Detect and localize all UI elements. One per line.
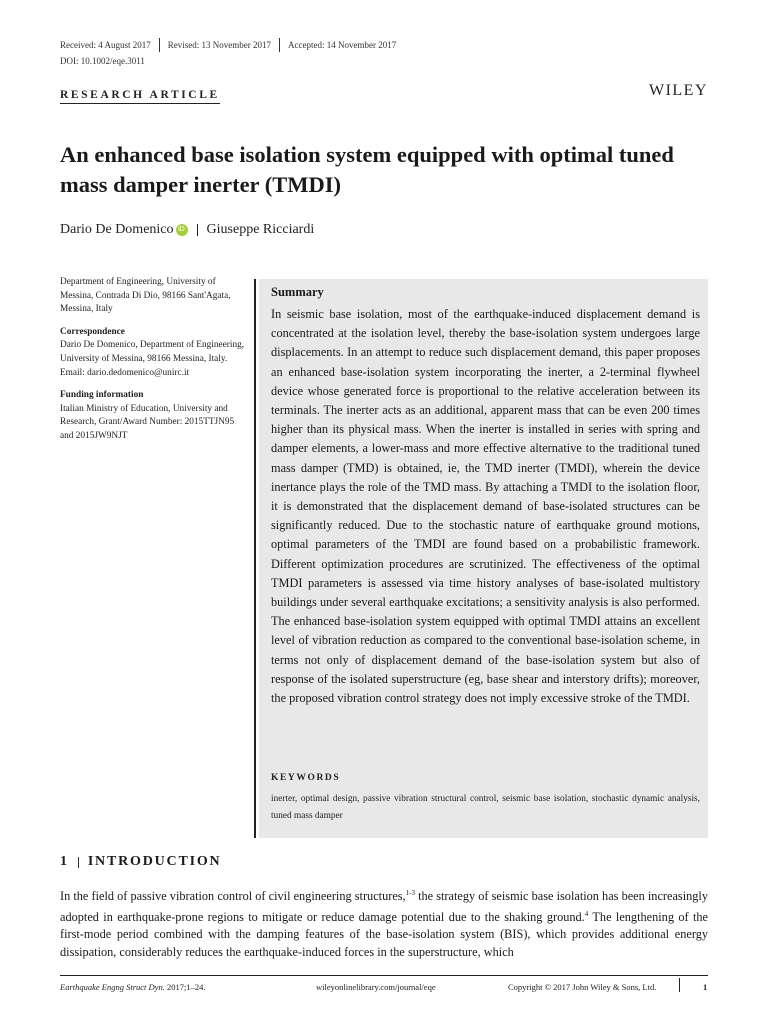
keywords-heading: KEYWORDS <box>271 773 341 783</box>
correspondence-text: Dario De Domenico, Department of Engineering, University of Messina, 98166 Messina, Italy. <box>60 340 245 364</box>
article-type: RESEARCH ARTICLE <box>60 89 220 104</box>
date-separator <box>279 38 280 52</box>
publisher-logo: WILEY <box>648 82 708 99</box>
orcid-icon[interactable]: iD <box>176 224 188 236</box>
intro-text: The lengthening of the first-mode period combined with the damping features of the base-isolation system (BIS), which provides additional energy dissipation, considerably reduces the earthquake-induced forces in the superstructure, which <box>60 909 709 959</box>
citation-ref[interactable]: 1-3 <box>405 889 415 897</box>
summary-text: In seismic base isolation, most of the earthquake-induced displacement demand is concentrated at the isolation level, thereby the base-isolation system undergoes large displacements. In an attempt to reduce such displacement demand, this paper proposes an enhanced base-isolation system incorporating the inerter, a 2-terminal flywheel device whose generated force is proportional to the relative acceleration between its terminals. The inerter acts as an additional, apparent mass that can be even 200 times higher than its physical mass. When the inerter is installed in series with spring and damper elements, a lower-mass and more effective alternative to the traditional tuned mass damper (TMD) is obtained, ie, the TMD inerter (TMDI), wherein the device inertance plays the role of the TMD mass. By attaching a TMDI to the isolation floor, it is demonstrated that the displacement demand of base-isolated structures can be significantly reduced. Due to the stochastic nature of earthquake ground motions, optimal parameters of the TMDI are found based on a probabilistic framework. Different optimization procedures are scrutinized. The effectiveness of the optimal TMDI parameters is assessed via time history analyses of base-isolated multistory buildings under several earthquake excitations; a sensitivity analysis is also performed. The enhanced base-isolation system equipped with optimal TMDI attains an excellent level of vibration reduction as compared to the conventional base-isolation scheme, in terms not only of displacement demand of the base-isolation system but also of response of the isolated superstructure (eg, base shear and interstory drifts); moreover, the proposed vibration control strategy does not imply excessive stroke of the TMDI. <box>271 307 700 706</box>
affiliation: Department of Engineering, University of Messina, Contrada Di Dio, 98166 Sant'Agata, Messina, Italy <box>60 277 231 315</box>
doi: DOI: 10.1002/eqe.3011 <box>60 56 145 66</box>
intro-paragraph <box>60 885 708 962</box>
author-name[interactable]: Dario De Domenico <box>60 222 174 237</box>
journal-volume: 2017;1–24. <box>164 982 206 992</box>
footer-journal <box>60 982 205 992</box>
funding-text: Italian Ministry of Education, University and Research, Grant/Award Number: 2015TTJN95 and 2015JW9NJT <box>60 403 235 441</box>
footer-rule <box>60 975 708 976</box>
author-separator <box>197 224 198 236</box>
column-divider <box>254 279 256 838</box>
footer-copyright: Copyright © 2017 John Wiley & Sons, Ltd. <box>508 982 657 992</box>
author-name[interactable]: Giuseppe Ricciardi <box>206 222 315 237</box>
section-title: INTRODUCTION <box>87 854 222 869</box>
intro-text: the strategy of seismic base isolation has been increasingly adopted in earthquake-prone regions to mitigate or reduce damage potential due to the shaking ground. <box>60 889 708 924</box>
date-separator <box>159 38 160 52</box>
footer-separator <box>679 978 680 992</box>
paper-title: An enhanced base isolation system equipped with optimal tuned mass damper inerter (TMDI) <box>60 142 674 197</box>
section-number: 1 <box>60 854 69 869</box>
received-date: Received: 4 August 2017 <box>60 40 151 50</box>
summary-heading: Summary <box>271 285 324 299</box>
accepted-date: Accepted: 14 November 2017 <box>287 40 397 50</box>
page-number: 1 <box>703 982 708 992</box>
article-dates <box>60 38 396 52</box>
keywords-text: inerter, optimal design, passive vibration structural control, seismic base isolation, stochastic dynamic analysis, tuned mass damper <box>271 794 700 821</box>
correspondence-email[interactable]: Email: dario.dedomenico@unirc.it <box>60 367 190 378</box>
section-separator <box>78 857 79 868</box>
revised-date: Revised: 13 November 2017 <box>167 40 271 50</box>
funding-block <box>60 389 245 443</box>
correspondence-block <box>60 326 245 380</box>
correspondence-heading: Correspondence <box>60 326 125 337</box>
citation-ref[interactable]: 4 <box>584 909 589 918</box>
journal-name: Earthquake Engng Struct Dyn. <box>60 982 165 992</box>
author-list <box>60 222 314 238</box>
intro-text: In the field of passive vibration control of civil engineering structures, <box>60 889 406 904</box>
funding-heading: Funding information <box>60 390 144 401</box>
footer-url[interactable]: wileyonlinelibrary.com/journal/eqe <box>316 982 436 992</box>
author-info-column <box>60 276 245 444</box>
section-heading <box>60 854 221 870</box>
